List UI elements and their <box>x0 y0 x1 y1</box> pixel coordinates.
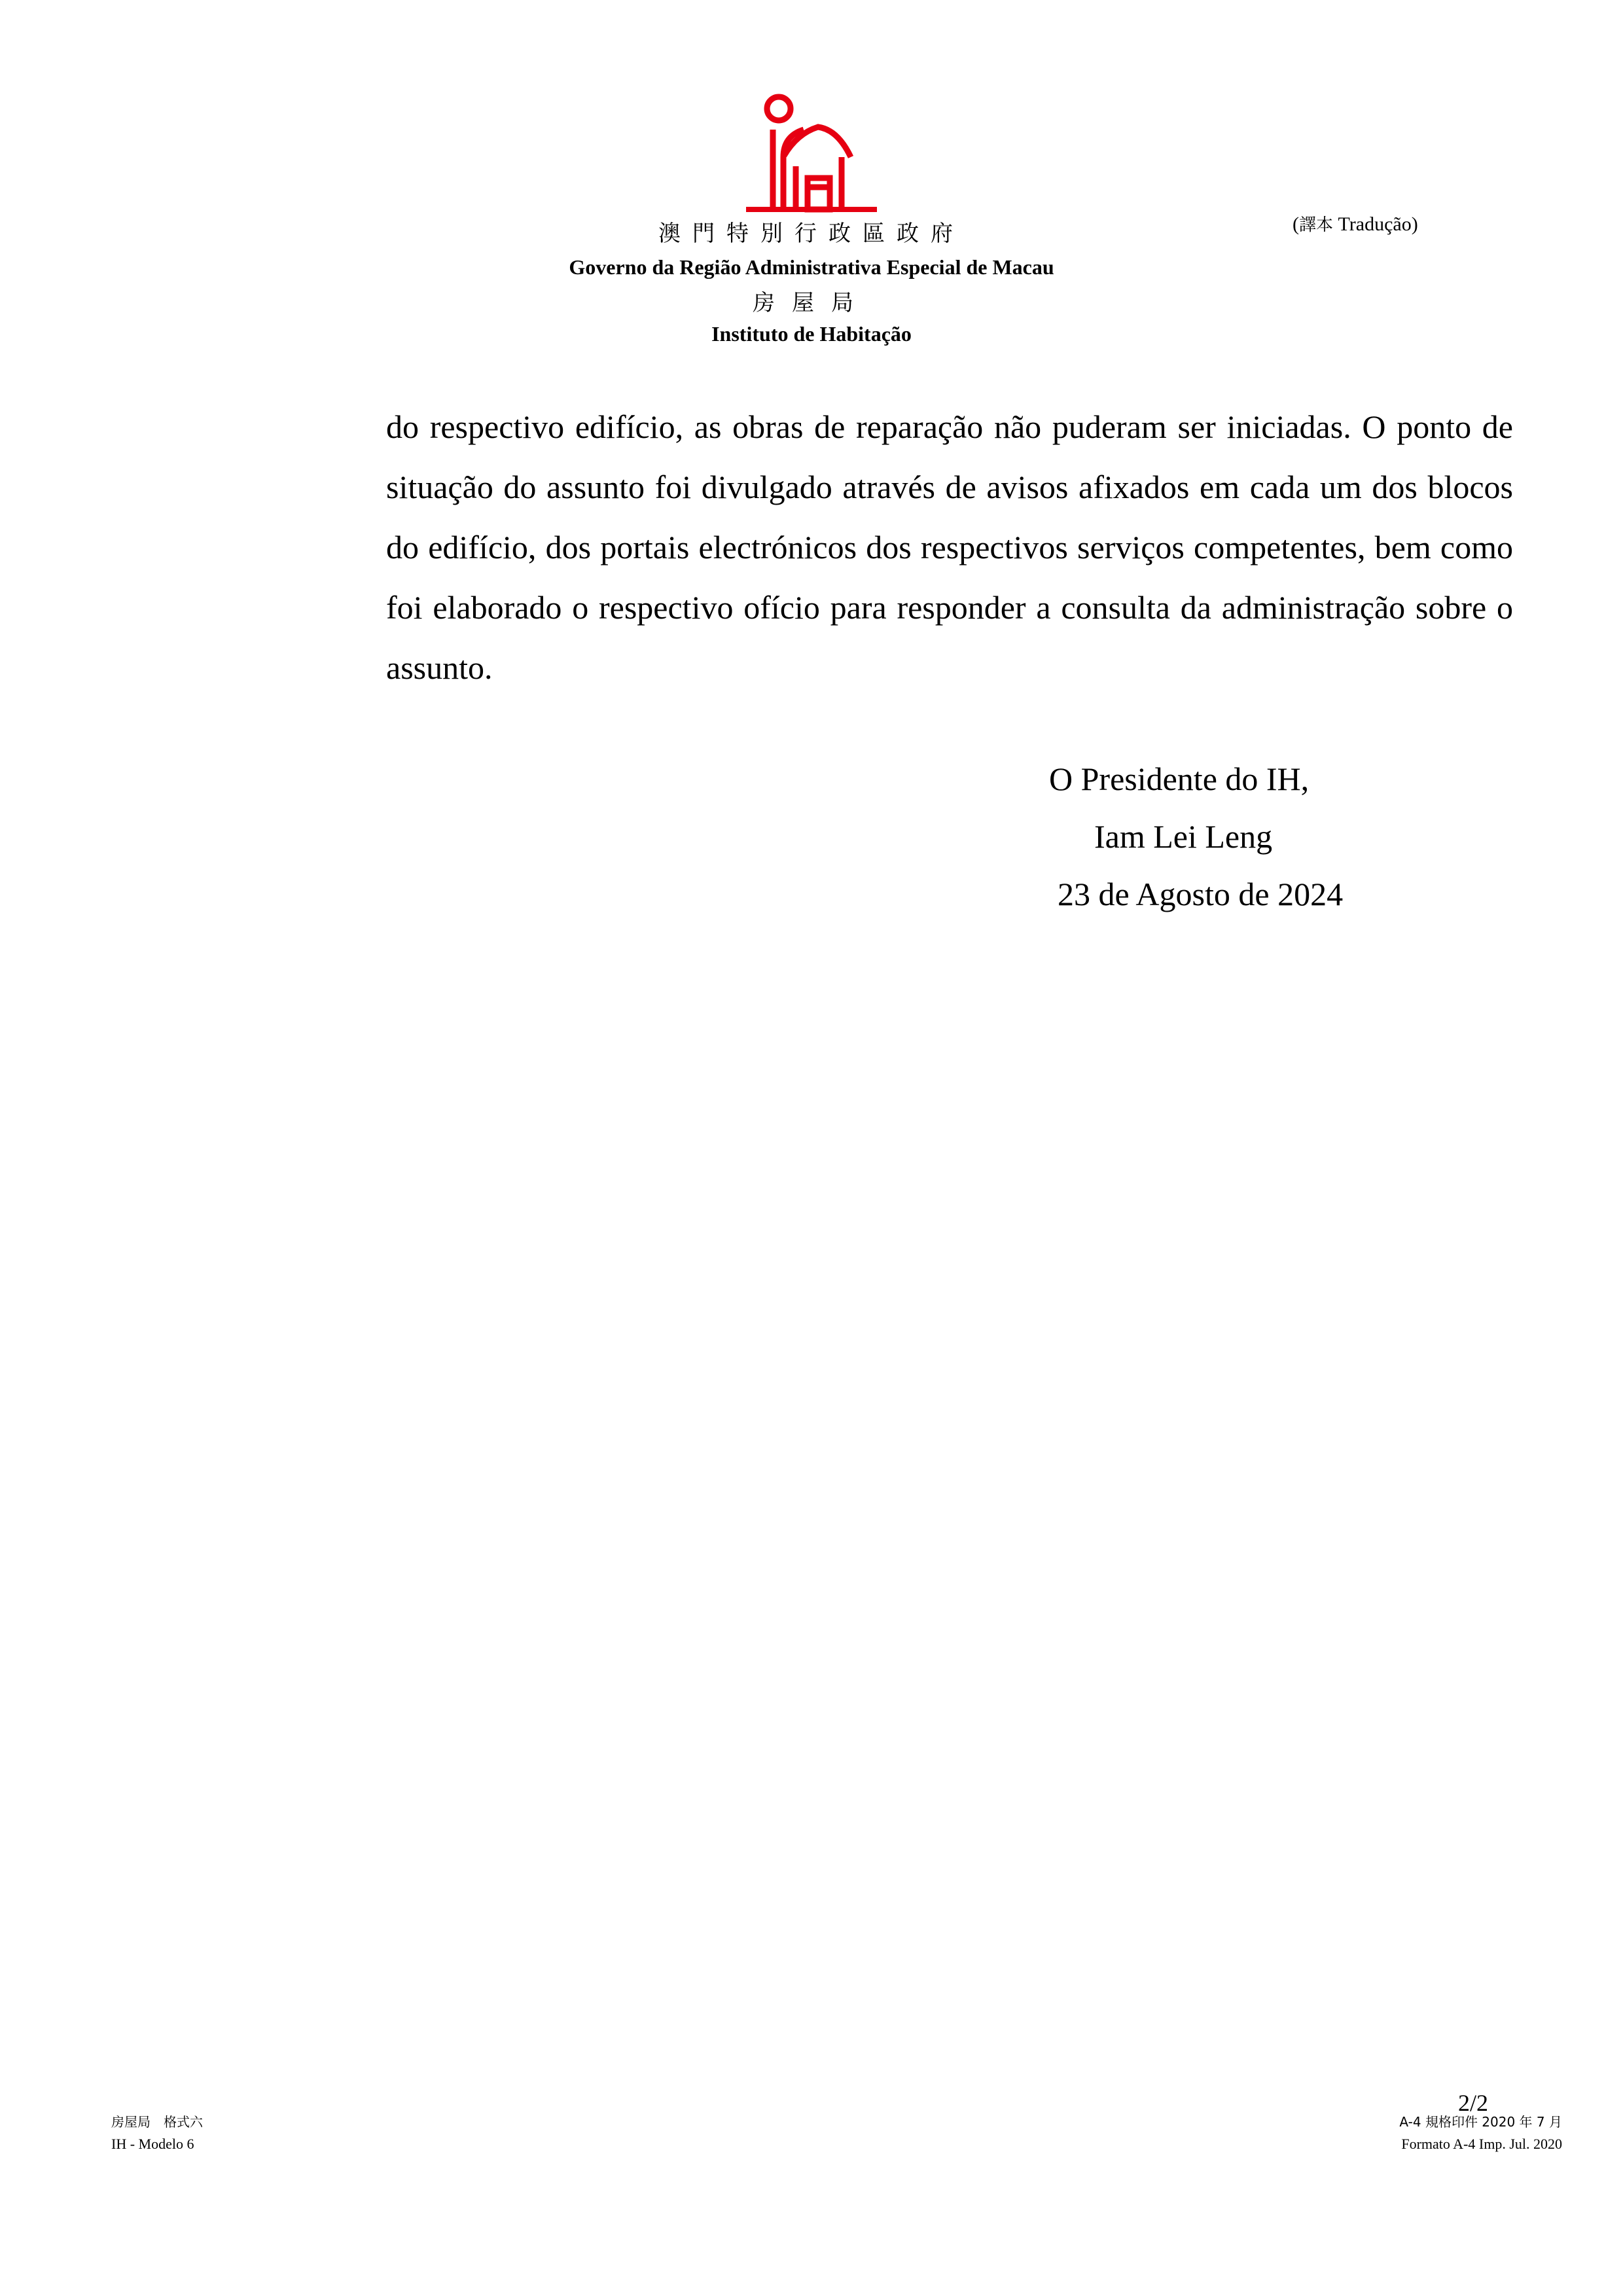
footer-form-id-chinese: 房屋局 格式六 <box>111 2114 203 2130</box>
translation-note-open-paren: ( <box>1293 213 1299 235</box>
footer-print-format-portuguese: Formato A-4 Imp. Jul. 2020 <box>1401 2136 1562 2152</box>
institute-name-chinese: 房屋局 <box>753 290 870 316</box>
government-name-portuguese: Governo da Região Administrativa Especial de Macau <box>569 255 1054 279</box>
instituto-habitacao-logo-icon <box>746 92 877 223</box>
signatory-title: O Presidente do IH, <box>1049 761 1310 797</box>
page-number: 2/2 <box>1458 2090 1489 2116</box>
translation-note-portuguese: Tradução <box>1333 213 1412 235</box>
government-name-chinese: 澳門特別行政區政府 <box>658 221 965 247</box>
footer-form-id <box>111 2111 203 2155</box>
footer-print-format <box>1399 2111 1562 2155</box>
institute-name-portuguese: Instituto de Habitação <box>711 322 912 346</box>
signatory-name: Iam Lei Leng <box>1094 818 1273 855</box>
footer-form-id-portuguese: IH - Modelo 6 <box>111 2136 194 2152</box>
translation-note-chinese: 譯本 <box>1299 215 1334 235</box>
signature-date: 23 de Agosto de 2024 <box>1058 876 1344 912</box>
translation-note <box>1293 215 1418 234</box>
translation-note-close-paren: ) <box>1411 213 1418 235</box>
footer-print-format-chinese: A-4 規格印件 2020 年 7 月 <box>1399 2114 1562 2130</box>
body-paragraph: do respectivo edifício, as obras de reparação não puderam ser iniciadas. O ponto de situação do assunto foi divulgado através de avisos afixados em cada um dos blocos do edifício, dos portais electrónicos dos respectivos serviços competentes, bem como foi elaborado o respectivo ofício para responder a consulta da administração sobre o assunto. <box>386 408 1513 686</box>
